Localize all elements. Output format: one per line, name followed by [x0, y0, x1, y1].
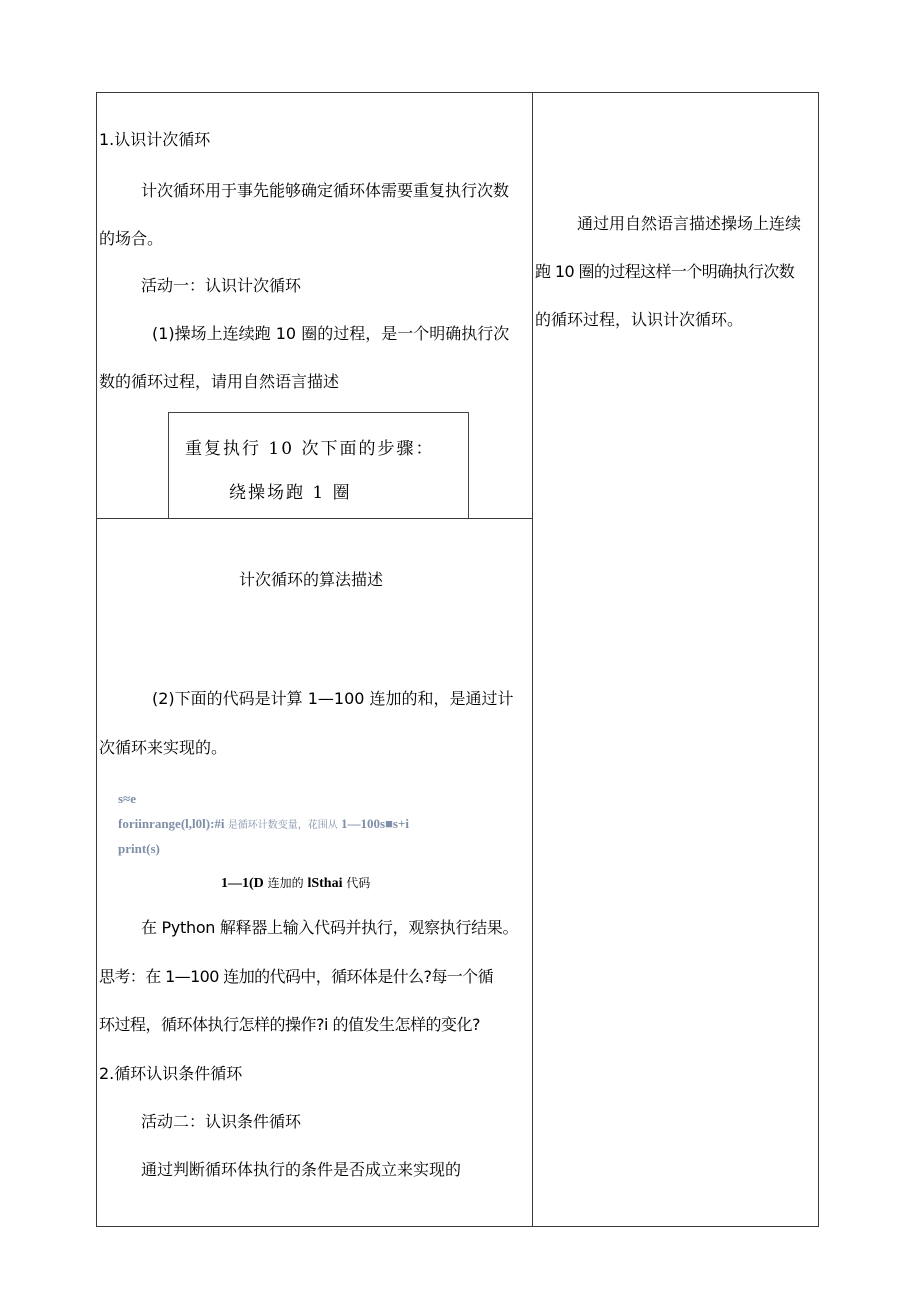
code-caption-d: 代码 [346, 876, 371, 890]
paragraph-1-line-2: 的场合。 [99, 229, 164, 248]
paragraph-3: 通过判断循环体执行的条件是否成立来实现的 [141, 1160, 462, 1179]
box-line-2: 绕操场跑 1 圈 [229, 483, 352, 503]
code-caption-a: 1—1(D [221, 876, 264, 891]
table-border-right [818, 92, 819, 1227]
right-line-2: 跑 10 圈的过程这样一个明确执行次数 [535, 262, 795, 281]
code-line-2-comment: 是循环计数变量，花围从 [227, 820, 338, 831]
right-line-1: 通过用自然语言描述操场上连续 [577, 214, 802, 233]
table-row-divider [96, 518, 533, 519]
table-border-bottom [96, 1226, 819, 1227]
table-column-divider [532, 92, 533, 1227]
question-1-line-1: (1)操场上连续跑 10 圈的过程，是一个明确执行次 [152, 324, 510, 343]
code-line-2-code: foriinrange(l,l0l):#i [118, 816, 225, 831]
activity-1-heading: 活动一：认识计次循环 [141, 276, 302, 295]
question-1-line-2: 数的循环过程，请用自然语言描述 [99, 372, 340, 391]
right-line-3: 的循环过程，认识计次循环。 [535, 310, 744, 329]
think-line-1: 思考：在 1—100 连加的代码中，循环体是什么?每一个循 [99, 967, 493, 986]
algorithm-caption: 计次循环的算法描述 [239, 570, 384, 589]
activity-2-heading: 活动二：认识条件循环 [141, 1112, 302, 1131]
code-line-2 [118, 816, 409, 832]
code-caption-b: 连加的 [267, 876, 304, 890]
table-border-top [96, 92, 819, 93]
box-line-1: 重复执行 10 次下面的步骤： [185, 439, 435, 459]
section-heading-2: 2.循环认识条件循环 [99, 1064, 243, 1083]
think-line-2: 环过程，循环体执行怎样的操作?i 的值发生怎样的变化? [99, 1015, 481, 1034]
question-2-line-1: (2)下面的代码是计算 1—100 连加的和，是通过计 [152, 689, 514, 708]
code-line-3: print(s) [118, 841, 160, 856]
code-line-1: s≈e [118, 791, 136, 806]
paragraph-2: 在 Python 解释器上输入代码并执行，观察执行结果。 [141, 918, 519, 937]
code-line-2-tail: 1—100s■s+i [341, 816, 410, 831]
code-caption-c: lSthai [307, 876, 343, 891]
code-caption [221, 874, 370, 892]
table-border-left [96, 92, 97, 1227]
section-heading-1: 1.认识计次循环 [99, 130, 211, 149]
paragraph-1-line-1: 计次循环用于事先能够确定循环体需要重复执行次数 [141, 181, 510, 200]
question-2-line-2: 次循环来实现的。 [99, 738, 228, 757]
